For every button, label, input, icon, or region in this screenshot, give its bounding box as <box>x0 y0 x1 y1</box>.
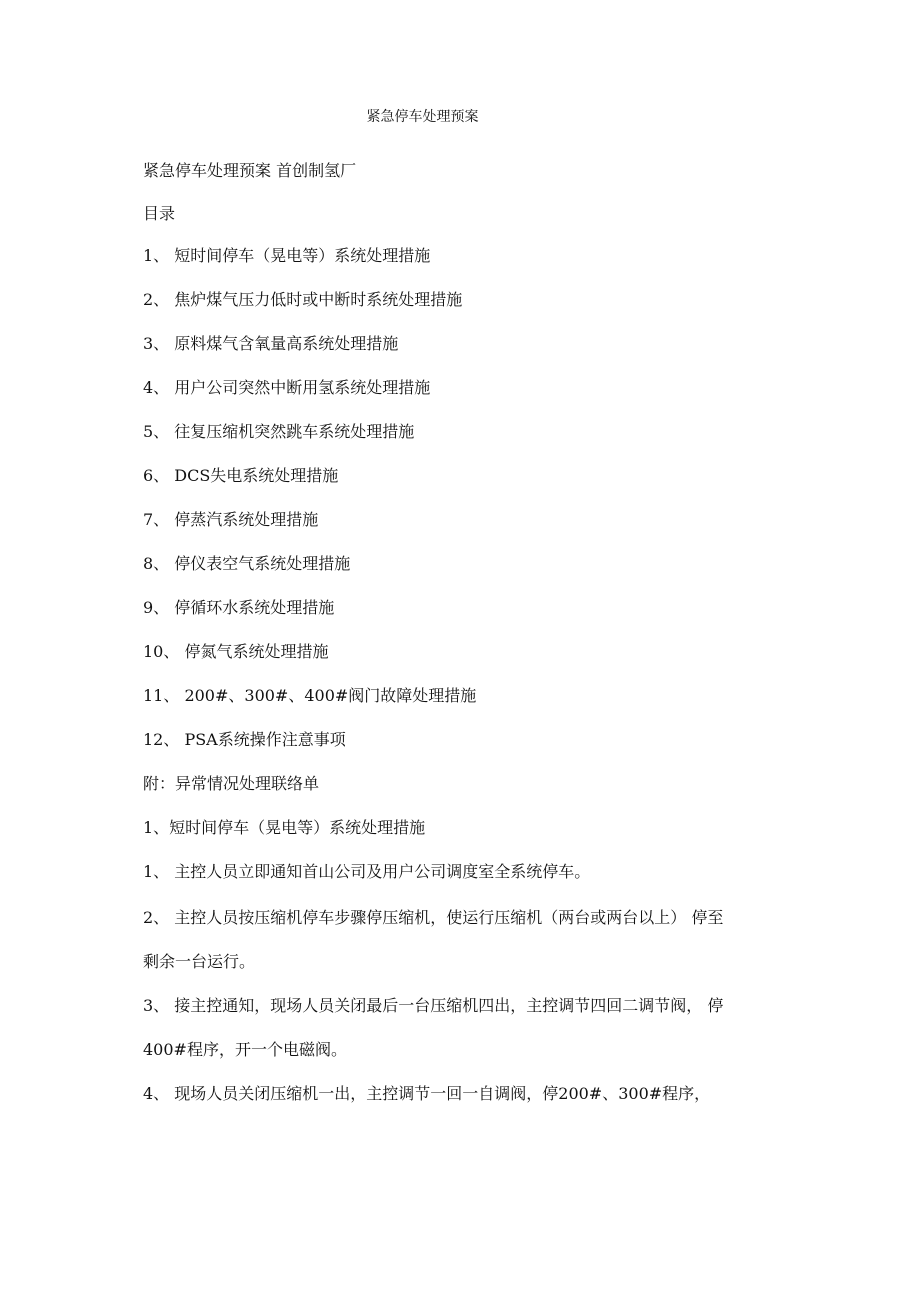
toc-item: 9、 停循环水系统处理措施 <box>143 598 335 617</box>
toc-item: 1、 短时间停车（晃电等）系统处理措施 <box>143 246 431 265</box>
step-line: 4、 现场人员关闭压缩机一出，主控调节一回一自调阀，停200#、300#程序， <box>143 1084 711 1103</box>
toc-item: 7、 停蒸汽系统处理措施 <box>143 510 319 529</box>
appendix-line: 附：异常情况处理联络单 <box>143 774 320 793</box>
toc-item: 11、 200#、300#、400#阀门故障处理措施 <box>143 686 477 705</box>
step-line: 2、 主控人员按压缩机停车步骤停压缩机，使运行压缩机（两台或两台以上） 停至 <box>143 908 724 927</box>
toc-heading: 目录 <box>143 204 176 223</box>
toc-item: 3、 原料煤气含氧量高系统处理措施 <box>143 334 399 353</box>
section-heading: 1、短时间停车（晃电等）系统处理措施 <box>143 818 426 837</box>
toc-item: 12、 PSA系统操作注意事项 <box>143 730 346 749</box>
step-line: 剩余一台运行。 <box>143 952 256 971</box>
page-title: 紧急停车处理预案 <box>366 109 479 125</box>
toc-item: 4、 用户公司突然中断用氢系统处理措施 <box>143 378 431 397</box>
step-line: 400#程序，开一个电磁阀。 <box>143 1040 347 1059</box>
document-subtitle: 紧急停车处理预案 首创制氢厂 <box>143 161 357 180</box>
step-line: 1、 主控人员立即通知首山公司及用户公司调度室全系统停车。 <box>143 862 591 881</box>
step-line: 3、 接主控通知，现场人员关闭最后一台压缩机四出，主控调节四回二调节阀， 停 <box>143 996 724 1015</box>
toc-item: 2、 焦炉煤气压力低时或中断时系统处理措施 <box>143 290 463 309</box>
toc-item: 6、 DCS失电系统处理措施 <box>143 466 339 485</box>
toc-item: 5、 往复压缩机突然跳车系统处理措施 <box>143 422 415 441</box>
toc-item: 8、 停仪表空气系统处理措施 <box>143 554 351 573</box>
toc-item: 10、 停氮气系统处理措施 <box>143 642 329 661</box>
